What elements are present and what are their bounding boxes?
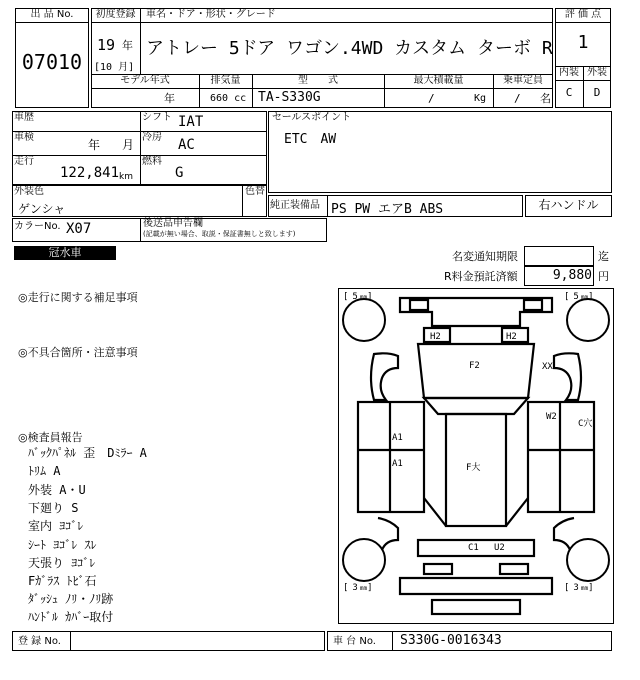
mark-h2-left: H2 <box>430 332 441 342</box>
exterior-label: 外装 <box>587 67 607 78</box>
tire-front-left-depth: [ 5 mm] <box>343 292 373 302</box>
mark-f-large: F大 <box>466 463 481 473</box>
front-left-tire-icon <box>343 299 385 341</box>
lot-number-label: 出 品 No. <box>30 9 74 20</box>
capacity-unit: 名 <box>540 92 551 105</box>
mark-xx: XX <box>542 362 553 372</box>
sales-points-label: セールスポイント <box>272 112 352 123</box>
aircon-label: 冷房 <box>142 132 162 143</box>
model-code-label: 型 式 <box>298 75 338 86</box>
interior-grade: C <box>565 86 573 99</box>
mark-a1-lower: A1 <box>392 459 403 469</box>
max-load-sep: / <box>428 92 435 105</box>
max-load-label: 最大積載量 <box>413 75 464 86</box>
chassis-number-value: S330G-0016343 <box>400 633 502 648</box>
mark-c-hole: C穴 <box>578 419 593 429</box>
mark-a1-upper: A1 <box>392 433 403 443</box>
aircon-value: AC <box>178 137 195 153</box>
inspector-note-line: ﾀﾞｯｼｭ ﾉﾘ・ﾉﾘ跡 <box>28 592 114 606</box>
mark-f2: F2 <box>469 361 480 371</box>
front-right-tire-icon <box>567 299 609 341</box>
mark-h2-right: H2 <box>506 332 517 342</box>
lot-number: 07010 <box>21 50 83 74</box>
fuel-label: 燃料 <box>142 156 162 167</box>
first-registration-month: [10 月] <box>94 62 135 73</box>
equipment-value: PS PW エアB ABS <box>331 202 444 217</box>
exterior-color-label: 外装色 <box>14 186 44 197</box>
max-load-unit: Kg <box>474 93 487 104</box>
inspector-note-line: 下廻り S <box>28 501 79 515</box>
equipment-label: 純正装備品 <box>270 200 320 211</box>
capacity-label: 乗車定員 <box>503 75 543 86</box>
mileage-unit: km <box>119 172 133 182</box>
inspector-note-line: ﾄﾘﾑ A <box>28 464 61 478</box>
vehicle-name: アトレー 5ドア ワゴン.4WD カスタム ターボ R <box>146 38 553 59</box>
shift-value: IAT <box>178 114 204 130</box>
displacement-label: 排気量 <box>210 75 241 86</box>
car-outline-icon <box>358 298 594 614</box>
model-code-value: TA-S330G <box>258 90 321 105</box>
exterior-color-value: ゲンシャ <box>18 202 66 216</box>
mileage-label: 走行 <box>14 156 34 167</box>
color-change-label: 色替 <box>245 186 265 197</box>
car-damage-diagram <box>338 288 614 624</box>
exterior-grade: D <box>593 86 601 99</box>
inspection-year-unit: 年 <box>88 138 101 152</box>
history-label: 車歴 <box>14 112 34 123</box>
inspector-report-header: ◎検査員報告 <box>18 431 83 444</box>
steering-value: 右ハンドル <box>538 198 599 212</box>
chassis-number-label: 車 台 No. <box>333 636 376 647</box>
score-label: 評 価 点 <box>564 9 602 20</box>
model-year-label: モデル年式 <box>120 75 170 86</box>
name-change-deadline-box <box>524 246 594 266</box>
first-registration-label: 初度登録 <box>95 9 136 20</box>
shift-label: シフト <box>142 112 172 123</box>
later-report-note: (記載が無い場合、取説・保証書無しと致します) <box>143 230 296 238</box>
inspection-label: 車検 <box>14 132 34 143</box>
vehicle-name-label: 車名・ドア・形状・グレード <box>146 9 276 20</box>
recycle-fee-label: R料金預託済額 <box>444 270 518 283</box>
model-year-unit: 年 <box>164 92 175 105</box>
driving-notes-header: ◎走行に関する補足事項 <box>18 291 138 304</box>
registration-number-label: 登 録 No. <box>18 636 61 647</box>
inspection-month-unit: 月 <box>122 138 135 152</box>
recycle-fee-value: 9,880 <box>552 268 592 283</box>
color-number-label: カラーNo. <box>14 221 61 232</box>
defects-notes-header: ◎不具合箇所・注意事項 <box>18 346 138 359</box>
tire-rear-left-depth: [ 3 mm] <box>343 583 373 593</box>
inspector-note-line: Fｶﾞﾗｽ ﾄﾋﾞ石 <box>28 574 97 588</box>
recycle-fee-unit: 円 <box>598 270 609 283</box>
inspector-note-line: 天張り ﾖｺﾞﾚ <box>28 556 96 570</box>
flood-vehicle-badge: 冠水車 <box>14 246 116 260</box>
mark-c1: C1 <box>468 543 479 553</box>
inspector-note-line: ﾊﾞｯｸﾊﾟﾈﾙ 歪 Dﾐﾗｰ A <box>28 446 147 460</box>
first-registration-year-unit: 年 <box>122 39 133 52</box>
mark-u2: U2 <box>494 543 505 553</box>
sales-points-value: ETC AW <box>284 132 337 147</box>
mileage-value: 122,841 <box>60 165 120 181</box>
rear-left-tire-icon <box>343 539 385 581</box>
capacity-sep: / <box>514 92 521 105</box>
rear-right-tire-icon <box>567 539 609 581</box>
tire-front-right-depth: [ 5 mm] <box>564 292 594 302</box>
fuel-value: G <box>175 165 184 181</box>
displacement-value: 660 cc <box>210 93 247 104</box>
later-report-label: 後送品申告欄 <box>143 218 203 229</box>
inspector-note-line: ﾊﾝﾄﾞﾙ ｶﾊﾞｰ取付 <box>28 610 114 624</box>
name-change-deadline-unit: 迄 <box>598 250 609 263</box>
tire-rear-right-depth: [ 3 mm] <box>564 583 594 593</box>
inspector-note-line: 室内 ﾖｺﾞﾚ <box>28 519 84 533</box>
first-registration-year: 19 <box>97 36 116 54</box>
interior-label: 内装 <box>559 67 579 78</box>
inspector-note-line: ｼｰﾄ ﾖｺﾞﾚ ｽﾚ <box>28 538 97 552</box>
color-number-value: X07 <box>66 221 92 237</box>
inspector-note-line: 外装 A・U <box>28 483 86 497</box>
mark-w2: W2 <box>546 412 557 422</box>
name-change-deadline-label: 名変通知期限 <box>452 250 518 263</box>
score-value: 1 <box>577 32 589 53</box>
